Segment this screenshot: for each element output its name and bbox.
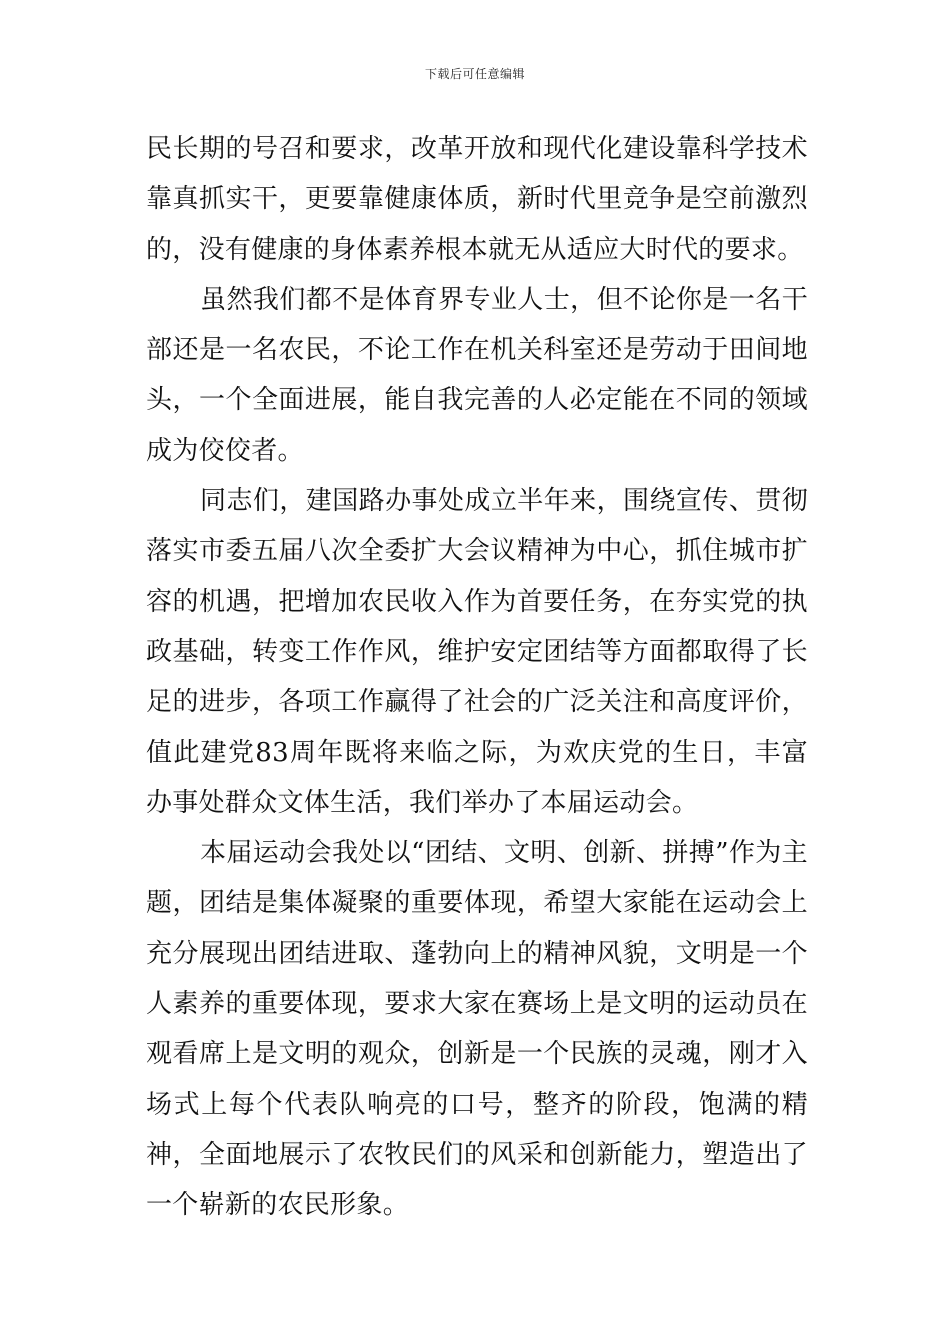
paragraph-4: 本届运动会我处以“团结、文明、创新、拼搏”作为主题，团结是集体凝聚的重要体现，希望大家能在运动会上充分展现出团结进取、蓬勃向上的精神风貌，文明是一个人素养的重要体现，要求大家在赛场上是文明的运动员在观看席上是文明的观众，创新是一个民族的灵魂，刚才入场式上每个代表队响亮的口号，整齐的阶段，饱满的精神，全面地展示了农牧民们的风采和创新能力，塑造出了一个崭新的农民形象。	[146, 838, 808, 1221]
paragraph-2: 虽然我们都不是体育界专业人士，但不论你是一名干部还是一名农民，不论工作在机关科室还是劳动于田间地头，一个全面进展，能自我完善的人必定能在不同的领域成为佼佼者。	[146, 284, 808, 466]
paragraph-3: 同志们，建国路办事处成立半年来，围绕宣传、贯彻落实市委五届八次全委扩大会议精神为中心，抓住城市扩容的机遇，把增加农民收入作为首要任务，在夯实党的执政基础，转变工作作风，维护安定团结等方面都取得了长足的进步，各项工作赢得了社会的广泛关注和高度评价，值此建党83周年既将来临之际，为欢庆党的生日，丰富办事处群众文体生活，我们举办了本届运动会。	[146, 486, 808, 818]
document-body	[146, 124, 808, 1231]
page-header: 下载后可任意编辑	[424, 67, 525, 81]
paragraph-1: 民长期的号召和要求，改革开放和现代化建设靠科学技术靠真抓实干，更要靠健康体质，新时代里竞争是空前激烈的，没有健康的身体素养根本就无从适应大时代的要求。	[146, 134, 808, 265]
